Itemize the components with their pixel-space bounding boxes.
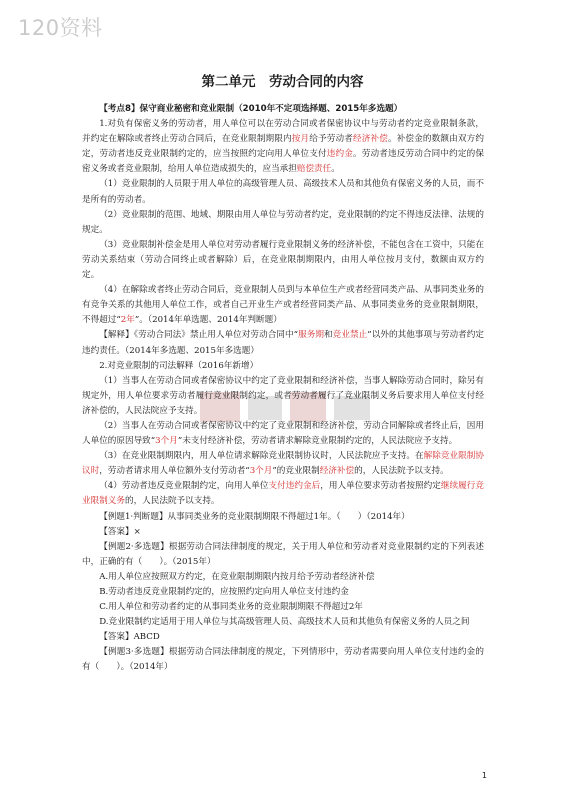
option-d: D.竞业限制约定适用于用人单位与其高级管理人员、高级技术人员和其他负有保密义务的人员之间 xyxy=(99,617,470,628)
paragraph-9: （2）当事人在劳动合同或者保密协议中约定了竞业限制和经济补偿，劳动合同解除或者终止后，因用人单位的原因导致“3个月”未支付经济补偿，劳动者请求解除竞业限制约定的，人民法院应予支持。 xyxy=(82,420,484,447)
paragraph-4: （3）竞业限制补偿金是用人单位对劳动者履行竞业限制义务的经济补偿，不能包含在工资中，只能在劳动关系结束（劳动合同终止或者解除）后，在竞业限制期限内，由用人单位按月支付，数额由双方约定。 xyxy=(82,239,484,281)
paragraph-11: （4）劳动者违反竞业限制约定，向用人单位支付违约金后，用人单位要求劳动者按照约定继续履行竞业限制义务的，人民法院予以支持。 xyxy=(82,481,484,507)
example-question-1: 【例题1·判断题】从事同类业务的竞业限制期限不得超过1年。（ ）（2014年） xyxy=(99,511,410,522)
watermark-logo: 120资料 xyxy=(18,16,103,40)
option-a: A.用人单位应按照双方约定，在竞业限制期限内按月给予劳动者经济补偿 xyxy=(99,571,375,582)
paragraph-2: （1）竞业限制的人员限于用人单位的高级管理人员、高级技术人员和其他负有保密义务的人员，而不是所有的劳动者。 xyxy=(82,179,484,205)
paragraph-7: 2.对竞业限制的司法解释（2016年新增） xyxy=(99,360,259,371)
section-heading: 【考点8】保守商业秘密和竞业限制（2010年不定项选择题、2015年多选题） xyxy=(99,104,403,114)
page-number: 1 xyxy=(481,771,487,780)
paragraph-3: （2）竞业限制的范围、地域、期限由用人单位与劳动者约定，竞业限制的约定不得违反法律、法规的规定。 xyxy=(82,209,484,235)
example-question-2: 【例题2·多选题】根据劳动合同法律制度的规定，关于用人单位和劳动者对竞业限制约定的下列表述中，正确的有（ ）。（2015年） xyxy=(82,541,484,567)
paragraph-10: （3）在竞业限制期限内，用人单位请求解除竞业限制协议时，人民法院应予支持。在解除竞业限制协议时，劳动者请求用人单位额外支付劳动者“3个月”的竞业限制经济补偿的，人民法院予以支持。 xyxy=(82,451,484,477)
example-answer-2: 【答案】ABCD xyxy=(99,632,160,643)
page-title: 第二单元 劳动合同的内容 xyxy=(201,74,364,90)
explanation: 【解释】《劳动合同法》禁止用人单位对劳动合同中“服务期和竞业禁止”以外的其他事项与劳动者约定违约责任。（2014年多选题、2015年多选题） xyxy=(82,330,484,356)
paragraph-1: 1.对负有保密义务的劳动者，用人单位可以在劳动合同或者保密协议中与劳动者约定竞业限制条款，并约定在解除或者终止劳动合同后，在竞业限制期限内按月给予劳动者经济补偿。补偿金的数额由双方约定，劳动者违反竞业限制约定的，应当按照约定向用人单位支付违约金。劳动者违反劳动合同中约定的保密义务或者竞业限制，给用人单位造成损失的，应当承担赔偿责任。 xyxy=(82,119,484,175)
example-question-3: 【例题3·多选题】根据劳动合同法律制度的规定，下列情形中，劳动者需要向用人单位支付违约金的有（ ）。（2014年） xyxy=(82,647,484,673)
paragraph-5: （4）在解除或者终止劳动合同后，竞业限制人员到与本单位生产或者经营同类产品、从事同类业务的有竞争关系的其他用人单位工作，或者自己开业生产或者经营同类产品、从事同类业务的竞业限制期限，不得超过“2年”。（2014年单选题、2014年判断题） xyxy=(82,285,484,326)
example-answer-1: 【答案】× xyxy=(99,526,141,537)
document-body xyxy=(82,102,484,676)
option-b: B.劳动者违反竞业限制约定的，应按照约定向用人单位支付违约金 xyxy=(99,587,349,597)
paragraph-8: （1）当事人在劳动合同或者保密协议中约定了竞业限制和经济补偿，当事人解除劳动合同时，除另有规定外，用人单位要求劳动者履行竞业限制约定，或者劳动者履行了竞业限制义务后要求用人单位支付经济补偿的，人民法院应予支持。 xyxy=(82,375,484,416)
option-c: C.用人单位和劳动者约定的从事同类业务的竞业限制期限不得超过2年 xyxy=(99,602,363,613)
